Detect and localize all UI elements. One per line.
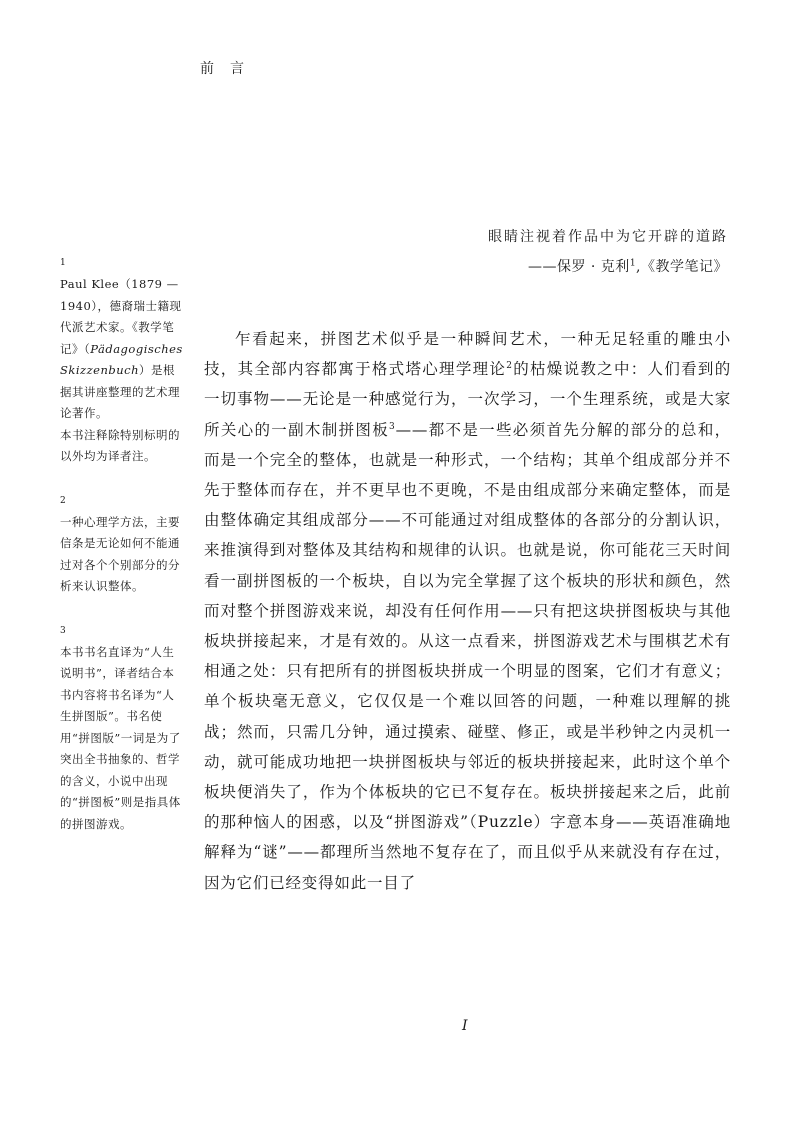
note-text-extra: 本书注释除特别标明的以外均为译者注。: [60, 427, 180, 463]
footnote-ref-1[interactable]: 1: [629, 258, 637, 269]
chapter-title: 前 言: [200, 61, 245, 77]
attribution-author: ——保罗 · 克利: [527, 259, 630, 275]
note-text: Paul Klee（1879 — 1940），德裔瑞士籍现代派艺术家。《教学笔记》（Pädagogisches Skizzenbuch）是根据其讲座整理的艺术理论著作。: [60, 277, 183, 420]
note-number: 1: [60, 258, 67, 268]
note-number: 2: [60, 495, 67, 506]
body-text: [204, 324, 731, 898]
side-note-1: [60, 256, 186, 468]
attribution-source: ,《教学笔记》: [636, 259, 728, 275]
note-text: 一种心理学方法，主要信条是无论如何不能通过对各个个别部分的分析来认识整体。: [60, 514, 180, 593]
footnote-ref-2[interactable]: 2: [506, 361, 513, 372]
note-number: 3: [60, 625, 67, 636]
side-note-2: [60, 494, 186, 598]
page-number: I: [462, 1018, 468, 1034]
epigraph-quote: 眼睛注视着作品中为它开辟的道路: [488, 229, 728, 245]
epigraph: [400, 222, 728, 282]
epigraph-attribution: [400, 252, 728, 282]
note-text: 本书书名直译为“人生说明书”，译者结合本书内容将书名译为“人生拼图版”。书名使用“拼图版”一词是为了突出全书抽象的、哲学的含义，小说中出现的“拼图板”则是指具体的拼图游戏。: [60, 644, 181, 831]
footnote-ref-3[interactable]: 3: [389, 421, 396, 432]
side-note-3: [60, 624, 186, 836]
body-paragraph: 乍看起来，拼图艺术似乎是一种瞬间艺术，一种无足轻重的雕虫小技，其全部内容都寓于格式塔心理学理论$^2$的枯燥说教之中：人们看到的一切事物——无论是一种感觉行为，一次学习，一个生理系统，或是大家所关心的一副木制拼图板$^3$——都不是一些必须首先分解的部分的总和，而是一个完全的整体，也就是一种形式，一个结构；其单个组成部分并不先于整体而存在，并不更早也不更晚，不是由组成部分来确定整体，而是由整体确定其组成部分——不可能通过对组成整体的各部分的分割认识，来推演得到对整体及其结构和规律的认识。也就是说，你可能花三天时间看一副拼图板的一个板块，自以为完全掌握了这个板块的形状和颜色，然而对整个拼图游戏来说，却没有任何作用——只有把这块拼图板块与其他板块拼接起来，才是有效的。从这一点看来，拼图游戏艺术与围棋艺术有相通之处：只有把所有的拼图板块拼成一个明显的图案，它们才有意义；单个板块毫无意义，它仅仅是一个难以回答的问题，一种难以理解的挑战；然而，只需几分钟，通过摸索、碰壁、修正，或是半秒钟之内灵机一动，就可能成功地把一块拼图板块与邻近的板块拼接起来，此时这个单个板块便消失了，作为个体板块的它已不复存在。板块拼接起来之后，此前的那种恼人的困惑，以及“拼图游戏”（Puzzle）字意本身——英语准确地解释为“谜”——都理所当然地不复存在了，而且似乎从来就没有存在过，因为它们已经变得如此一目了: [204, 330, 731, 892]
side-notes: [60, 256, 186, 861]
note-italic-title: Pädagogisches Skizzenbuch: [60, 341, 183, 377]
